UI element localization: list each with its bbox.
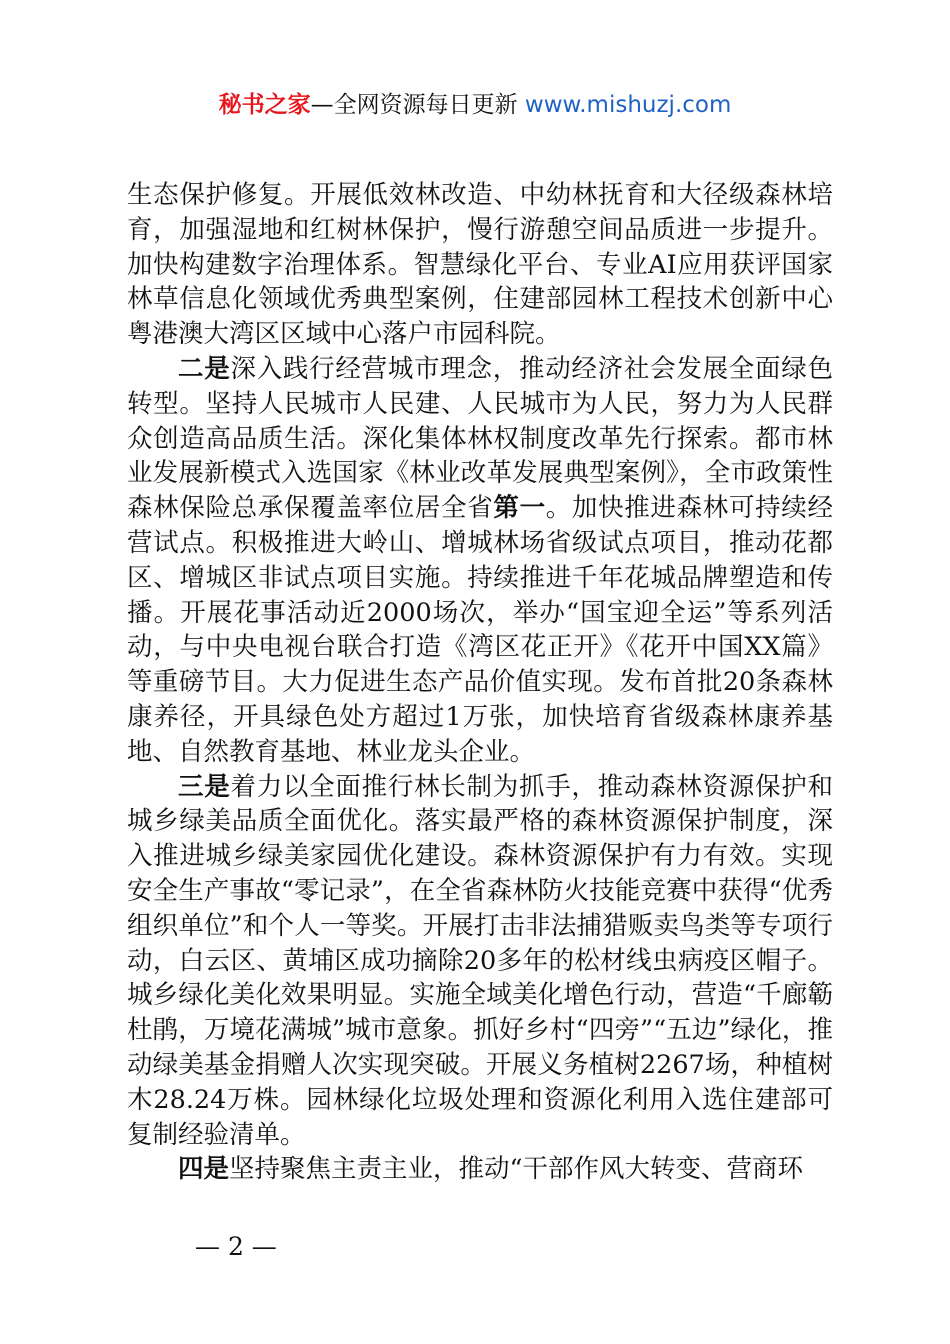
paragraph-lead: 四是 <box>178 1154 230 1185</box>
body-text <box>127 178 833 1187</box>
site-url-link[interactable]: www.mishuzj.com <box>524 92 732 118</box>
site-header <box>0 88 950 122</box>
paragraph-four <box>127 1152 833 1187</box>
paragraph-lead: 二是 <box>178 353 231 384</box>
paragraph-text: 坚持聚焦主责主业，推动“干部作风大转变、营商环 <box>229 1154 804 1185</box>
brand-name: 秘书之家 <box>218 92 311 118</box>
page-number: — 2 — <box>195 1232 277 1261</box>
paragraph-text: 着力以全面推行林长制为抓手，推动森林资源保护和城乡绿美品质全面优化。落实最严格的森林资源保护制度，深入推进城乡绿美家园优化建设。森林资源保护有力有效。实现安全生产事故“零记录”，在全省森林防火技能竞赛中获得“优秀组织单位”和个人一等奖。开展打击非法捕猎贩卖鸟类等专项行动，白云区、黄埔区成功摘除20多年的松材线虫病疫区帽子。城乡绿化美化效果明显。实施全域美化增色行动，营造“千廊簕杜鹃，万境花满城”城市意象。抓好乡村“四旁”“五边”绿化，推动绿美基金捐赠人次实现突破。开展义务植树2267场，种植树木28.24万株。园林绿化垃圾处理和资源化利用入选住建部可复制经验清单。 <box>127 771 833 1150</box>
paragraph-continuation <box>127 178 833 352</box>
paragraph-text: 生态保护修复。开展低效林改造、中幼林抚育和大径级森林培育，加强湿地和红树林保护，慢行游憩空间品质进一步提升。加快构建数字治理体系。智慧绿化平台、专业AI应用获评国家林草信息化领域优秀典型案例，住建部园林工程技术创新中心粤港澳大湾区区域中心落户市园科院。 <box>127 180 833 350</box>
paragraph-lead: 三是 <box>178 771 231 802</box>
paragraph-text: 。加快推进森林可持续经营试点。积极推进大岭山、增城林场省级试点项目，推动花都区、增城区非试点项目实施。持续推进千年花城品牌塑造和传播。开展花事活动近2000场次，举办“国宝迎全运”等系列活动，与中央电视台联合打造《湾区花正开》《花开中国XX篇》等重磅节目。大力促进生态产品价值实现。发布首批20条森林康养径，开具绿色处方超过1万张，加快培育省级森林康养基地、自然教育基地、林业龙头企业。 <box>127 493 833 767</box>
paragraph-two <box>127 352 833 770</box>
paragraph-text: 深入践行经营城市理念，推动经济社会发展全面绿色转型。坚持人民城市人民建、人民城市为人民，努力为人民群众创造高品质生活。深化集体林权制度改革先行探索。都市林业发展新模式入选国家《林业改革发展典型案例》，全市政策性森林保险总承保覆盖率位居全省 <box>127 353 833 524</box>
emphasis-text: 第一 <box>493 493 546 524</box>
paragraph-three <box>127 770 833 1153</box>
header-tagline: —全网资源每日更新 <box>310 92 518 118</box>
